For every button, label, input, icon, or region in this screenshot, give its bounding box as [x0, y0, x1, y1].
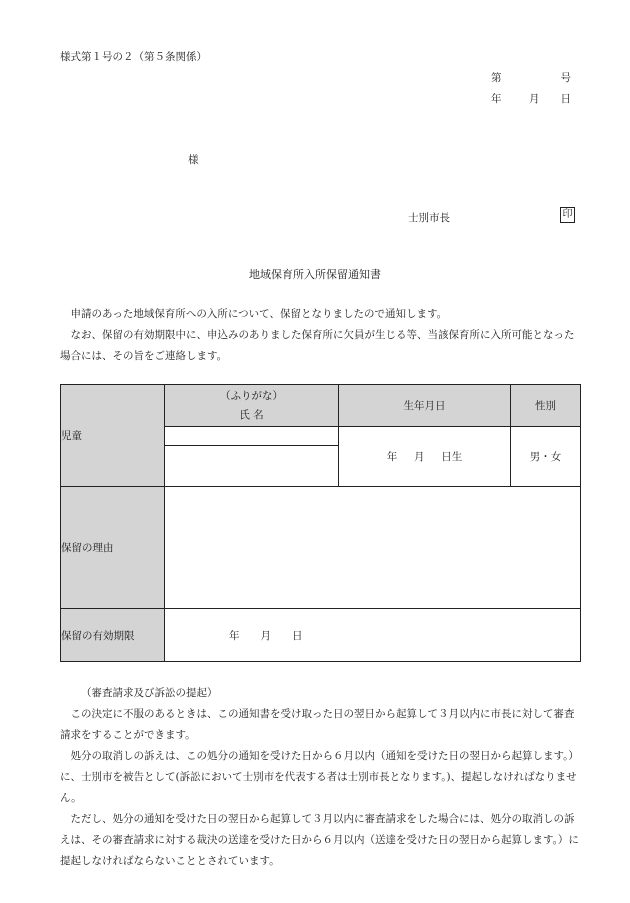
intro-paragraph-2: なお、保留の有効期限中に、申込みのありました保育所に欠員が生じる等、当該保育所に入所可能となった場合には、その旨をご連絡します。 — [60, 329, 575, 362]
appeal-notice — [60, 683, 580, 872]
intro-paragraph-1: 申請のあった地域保育所への入所について、保留となりましたので通知します。 — [70, 308, 448, 320]
number-suffix: 号 — [560, 72, 571, 84]
addressee-honorific: 様 — [188, 154, 199, 166]
issue-month: 月 — [529, 93, 540, 105]
expiry-year: 年 — [229, 629, 240, 642]
number-prefix: 第 — [491, 72, 502, 84]
name-field[interactable] — [165, 446, 339, 487]
issue-day: 日 — [560, 93, 571, 105]
sender-title: 士別市長 — [408, 212, 450, 224]
child-label: 児童 — [61, 385, 165, 487]
issue-year: 年 — [491, 93, 502, 105]
appeal-paragraph-3: ただし、処分の通知を受けた日の翌日から起算して３月以内に審査請求をした場合には、処分の取消しの訴えは、その審査請求に対する裁決の送達を受けた日から６月以内（送達を受けた日の翌日から起算します。）に提起しなければならないこととされています。 — [60, 813, 579, 867]
seal-stamp: 印 — [560, 207, 575, 223]
dob-header: 生年月日 — [339, 385, 511, 427]
intro-text — [60, 304, 580, 367]
expiry-month: 月 — [260, 629, 271, 642]
sex-header: 性別 — [511, 385, 581, 427]
expiry-label: 保留の有効期限 — [61, 609, 165, 662]
expiry-field[interactable] — [165, 609, 581, 662]
dob-month: 月 — [414, 451, 425, 463]
appeal-heading: （審査請求及び訴訟の提起） — [81, 687, 218, 699]
name-label: 氏 名 — [239, 408, 264, 421]
expiry-day: 日 — [292, 629, 303, 642]
dob-day: 日生 — [441, 451, 463, 463]
document-title: 地域保育所入所保留通知書 — [249, 268, 381, 281]
dob-year: 年 — [386, 451, 398, 463]
name-header — [165, 385, 339, 427]
appeal-paragraph-1: この決定に不服のあるときは、この通知書を受け取った日の翌日から起算して３月以内に市長に対して審査請求をすることができます。 — [60, 708, 575, 741]
reason-label: 保留の理由 — [61, 487, 165, 609]
appeal-paragraph-2: 処分の取消しの訴えは、この処分の通知を受けた日から６月以内（通知を受けた日の翌日から起算します。）に、士別市を被告として(訴訟において士別市を代表する者は士別市長となります。)、提起しなければなりません。 — [60, 750, 579, 804]
furigana-label: （ふりがな） — [220, 389, 283, 402]
furigana-field[interactable] — [165, 427, 339, 446]
form-number: 様式第１号の２（第５条関係） — [60, 51, 207, 63]
application-table — [60, 384, 581, 662]
sex-field[interactable]: 男・女 — [511, 427, 581, 487]
reason-field[interactable] — [165, 487, 581, 609]
dob-field[interactable] — [339, 427, 511, 487]
